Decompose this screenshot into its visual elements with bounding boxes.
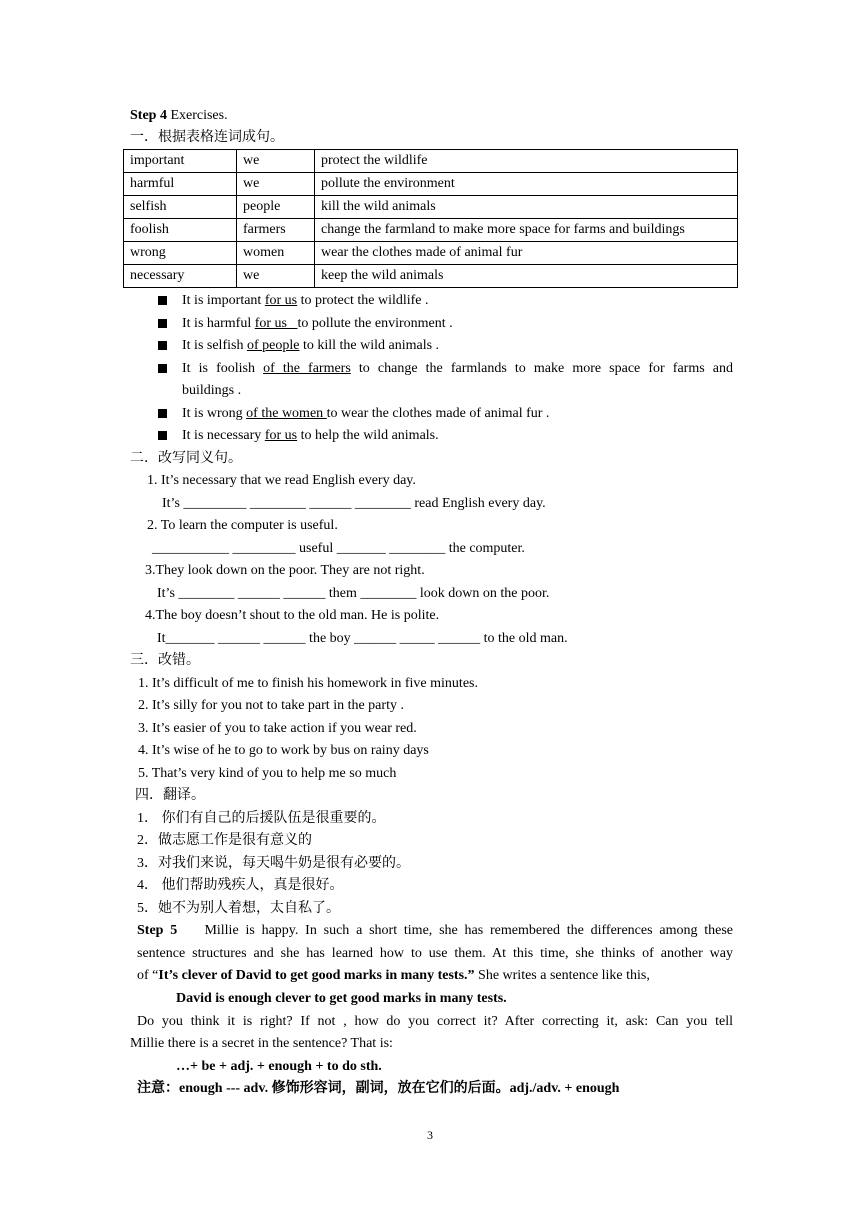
step5-text: of “ [137,968,159,983]
answer-text: It is important [182,293,265,308]
table-row [124,196,738,219]
answer-text: It is foolish [182,361,264,376]
part2-line: ___________ _________ useful _______ ________ the computer. [152,541,525,556]
step5-para-line [137,965,650,987]
table-cell: we [237,150,315,173]
table-cell: people [237,196,315,219]
part2-line: 3.They look down on the poor. They are not right. [145,563,425,578]
bullet-icon [158,341,167,350]
answer-item [182,425,439,447]
answer-item [182,313,453,335]
step5-question-line: Do you think it is right? If not , how do you correct it? After correcting it, ask: Can you tell [137,1014,733,1029]
answer-item [182,335,439,357]
step4-title: Exercises. [166,108,228,123]
page-number: 3 [427,1128,433,1142]
table-cell: selfish [124,196,237,219]
answer-underlined: of people [246,338,300,353]
answer-text: to change the farmlands to make more space for farms and [350,361,733,376]
part4-title: 四．翻译。 [135,788,205,803]
step5-text: She writes a sentence like this, [474,968,650,983]
table-cell: we [237,173,315,196]
part4-line: 1． 你们有自己的后援队伍是很重要的。 [137,811,386,826]
answer-text: It is necessary [182,428,265,443]
answer-underlined: for us [254,316,298,331]
part4-line: 3．对我们来说，每天喝牛奶是很有必要的。 [137,856,410,871]
answer-item [182,290,429,312]
answer-underlined: for us [264,293,298,308]
bullet-icon [158,319,167,328]
formula-text: …+ be + adj. + enough + to do sth. [176,1059,382,1074]
part4-line: 4． 他们帮助残疾人，真是很好。 [137,878,344,893]
part2-line: 2. To learn the computer is useful. [147,518,338,533]
table-cell: protect the wildlife [315,150,738,173]
table-cell: pollute the environment [315,173,738,196]
bullet-icon [158,364,167,373]
table-row [124,173,738,196]
table-row [124,219,738,242]
part2-line: It’s _________ ________ ______ ________ read English every day. [162,496,546,511]
step5-text: Millie is happy. In such a short time, she has remembered the differences among these [204,923,734,938]
part2-line: It_______ ______ ______ the boy ______ _____ ______ to the old man. [157,631,568,646]
answer-text: to wear the clothes made of animal fur . [326,406,550,421]
table-cell: wrong [124,242,237,265]
table-cell: kill the wild animals [315,196,738,219]
answer-continuation: buildings . [182,383,242,398]
part2-line: 1. It’s necessary that we read English every day. [147,473,416,488]
answer-text: to pollute the environment . [297,316,453,331]
table-cell: foolish [124,219,237,242]
formula [176,1056,382,1078]
step5-quote: It’s clever of David to get good marks in many tests.” [158,968,475,983]
step5-para-line [137,920,733,942]
part3-line: 1. It’s difficult of me to finish his homework in five minutes. [138,676,478,691]
table-cell: wear the clothes made of animal fur [315,242,738,265]
bullet-icon [158,296,167,305]
table-cell: harmful [124,173,237,196]
table-cell: we [237,265,315,288]
note-text: 注意：enough --- adv. 修饰形容词，副词，放在它们的后面。adj./adv. + enough [137,1081,620,1096]
step5-example [176,988,507,1010]
table-row [124,265,738,288]
part2-line: 4.The boy doesn’t shout to the old man. He is polite. [145,608,440,623]
answer-item [182,358,733,380]
answer-item [182,403,549,425]
table-row [124,150,738,173]
table-cell: farmers [237,219,315,242]
answer-underlined: of the women [246,406,327,421]
answer-text: It is selfish [182,338,247,353]
part3-line: 5. That’s very kind of you to help me so much [138,766,397,781]
answer-text: It is harmful [182,316,255,331]
note [137,1078,619,1100]
part4-line: 2．做志愿工作是很有意义的 [137,833,312,848]
words-table [123,149,738,288]
step4-heading [130,105,228,127]
example-sentence: David is enough clever to get good marks in many tests. [176,991,507,1006]
table-cell: necessary [124,265,237,288]
bullet-icon [158,409,167,418]
step4-label: Step 4 [130,108,167,123]
table-cell: change the farmland to make more space for farms and buildings [315,219,738,242]
answer-underlined: of the farmers [263,361,351,376]
part3-line: 3. It’s easier of you to take action if you wear red. [138,721,417,736]
part3-line: 4. It’s wise of he to go to work by bus on rainy days [138,743,429,758]
answer-underlined: for us [264,428,298,443]
part2-title: 二．改写同义句。 [130,451,242,466]
part1-title: 一．根据表格连词成句。 [130,130,284,145]
part4-line: 5．她不为别人着想，太自私了。 [137,901,340,916]
step5-question-line: Millie there is a secret in the sentence? That is: [130,1036,393,1051]
answer-text: to kill the wild animals . [299,338,440,353]
bullet-icon [158,431,167,440]
part3-line: 2. It’s silly for you not to take part in the party . [138,698,404,713]
step5-para-line: sentence structures and she has learned how to use them. At this time, she thinks of another way [137,946,733,961]
answer-text: to help the wild animals. [297,428,439,443]
part2-line: It’s ________ ______ ______ them ________ look down on the poor. [157,586,550,601]
table-cell: keep the wild animals [315,265,738,288]
part3-title: 三．改错。 [130,653,200,668]
table-cell: women [237,242,315,265]
answer-text: It is wrong [182,406,247,421]
answer-text: to protect the wildlife . [297,293,429,308]
step5-label: Step 5 [137,923,178,938]
table-row [124,242,738,265]
table-cell: important [124,150,237,173]
